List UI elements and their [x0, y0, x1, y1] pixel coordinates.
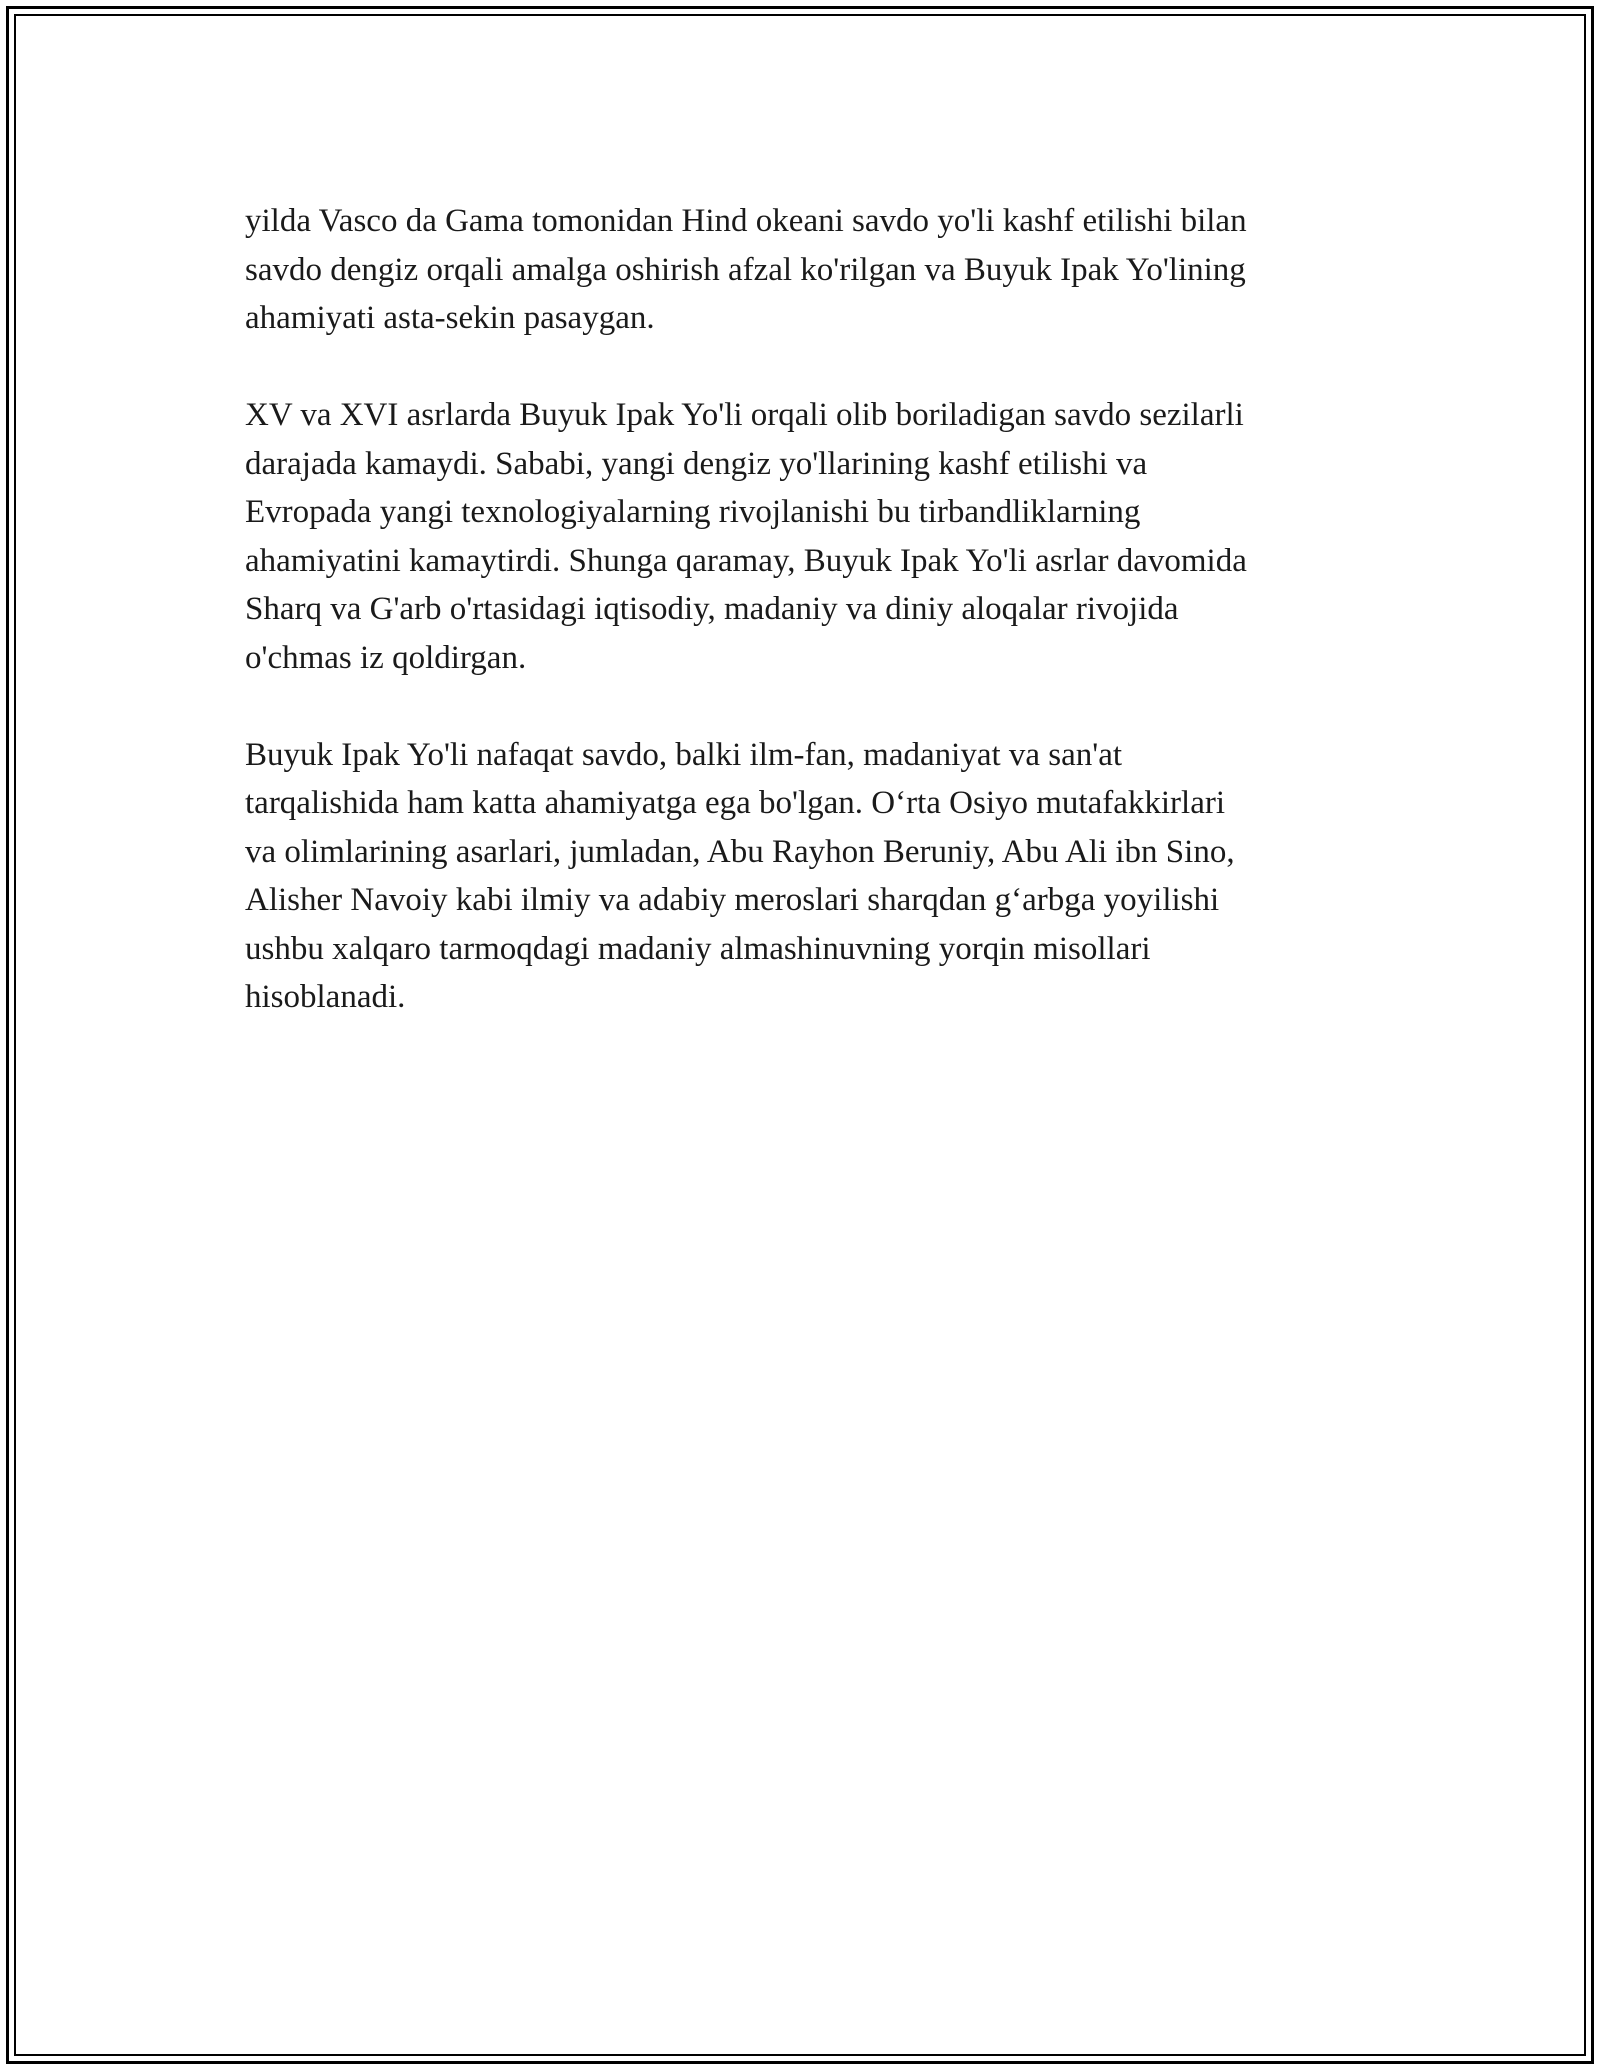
text-line: hisoblanadi. — [245, 979, 406, 1015]
paragraph-2 — [245, 391, 1395, 682]
text-line: savdo dengiz orqali amalga oshirish afzal ko'rilgan va Buyuk Ipak Yo'lining — [245, 251, 1246, 288]
text-line: o'chmas iz qoldirgan. — [245, 639, 527, 676]
text-line: darajada kamaydi. Sababi, yangi dengiz yo'llarining kashf etilishi va — [245, 445, 1148, 482]
paragraph-1 — [245, 197, 1395, 343]
text-line: Alisher Navoiy kabi ilmiy va adabiy meroslari sharqdan g‘arbga yoyilishi — [245, 882, 1220, 918]
text-line: ahamiyatini kamaytirdi. Shunga qaramay, Buyuk Ipak Yo'li asrlar davomida — [245, 542, 1247, 579]
text-line: yilda Vasco da Gama tomonidan Hind okeani savdo yo'li kashf etilishi bilan — [245, 203, 1247, 239]
document-body — [245, 197, 1395, 1070]
text-line: ahamiyati asta-sekin pasaygan. — [245, 300, 655, 336]
text-line: Sharq va G'arb o'rtasidagi iqtisodiy, madaniy va diniy aloqalar rivojida — [245, 591, 1179, 627]
page-frame — [6, 6, 1594, 2064]
text-line: ushbu xalqaro tarmoqdagi madaniy almashinuvning yorqin misollari — [245, 930, 1151, 967]
paragraph-3 — [245, 731, 1395, 1022]
text-line: XV va XVI asrlarda Buyuk Ipak Yo'li orqali olib boriladigan savdo sezilarli — [245, 397, 1244, 433]
text-line: tarqalishida ham katta ahamiyatga ega bo'lgan. O‘rta Osiyo mutafakkirlari — [245, 785, 1226, 821]
text-line: Evropada yangi texnologiyalarning rivojlanishi bu tirbandliklarning — [245, 494, 1141, 530]
text-line: va olimlarining asarlari, jumladan, Abu Rayhon Beruniy, Abu Ali ibn Sino, — [245, 833, 1235, 870]
text-line: Buyuk Ipak Yo'li nafaqat savdo, balki ilm-fan, madaniyat va san'at — [245, 736, 1123, 773]
